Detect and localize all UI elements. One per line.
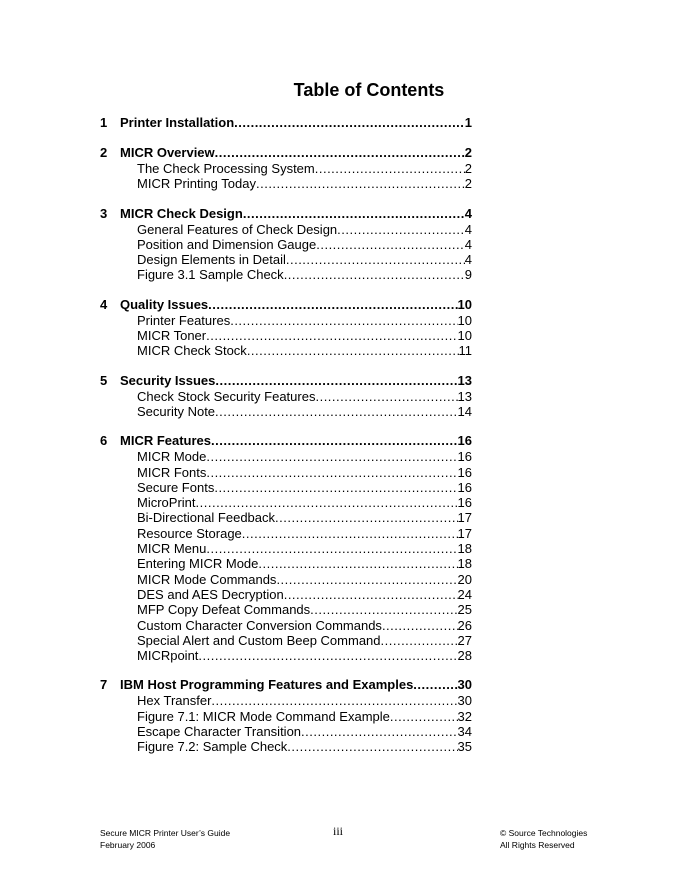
dot-leader	[337, 222, 465, 237]
section-page-number: 17	[457, 510, 472, 526]
chapter-page-number: 30	[457, 677, 472, 693]
section-title: Escape Character Transition	[137, 724, 302, 740]
toc-chapter	[100, 115, 472, 131]
dot-leader	[247, 343, 459, 358]
chapter-page-number: 16	[457, 433, 472, 449]
section-title: MICR Mode	[137, 449, 207, 465]
dot-leader	[316, 237, 465, 252]
section-title: Check Stock Security Features	[137, 388, 316, 404]
section-page-number: 13	[457, 388, 472, 404]
dot-leader	[206, 465, 457, 480]
toc-section-entry[interactable]	[100, 480, 472, 495]
toc-section-entry[interactable]	[100, 693, 472, 708]
dot-leader	[198, 648, 457, 663]
chapter-title: Quality Issues	[120, 296, 209, 312]
dot-leader	[230, 313, 457, 328]
toc-section-entry[interactable]	[100, 602, 472, 617]
dot-leader	[286, 252, 465, 267]
section-page-number: 4	[464, 221, 472, 237]
toc-section-entry[interactable]	[100, 618, 472, 633]
section-title: Resource Storage	[137, 525, 242, 541]
dot-leader	[196, 495, 458, 510]
section-page-number: 26	[457, 617, 472, 633]
dot-leader	[256, 176, 465, 191]
toc-section-entry[interactable]	[100, 267, 472, 282]
section-page-number: 10	[457, 328, 472, 344]
dot-leader	[284, 267, 465, 282]
section-page-number: 25	[457, 602, 472, 618]
chapter-number: 1	[100, 115, 108, 130]
section-title: Special Alert and Custom Beep Command	[137, 632, 381, 648]
footer-copyright: © Source Technologies	[500, 828, 588, 838]
toc-chapter-entry[interactable]	[100, 373, 472, 389]
toc-section-entry[interactable]	[100, 633, 472, 648]
toc-chapter-entry[interactable]	[100, 677, 472, 693]
toc-section-entry[interactable]	[100, 237, 472, 252]
section-title: The Check Processing System	[137, 161, 315, 176]
dot-leader	[206, 541, 457, 556]
toc-section-entry[interactable]	[100, 449, 472, 464]
section-title: MICR Printing Today	[137, 176, 256, 192]
section-title: Security Note	[137, 403, 216, 419]
toc-chapter	[100, 433, 472, 663]
chapter-title: IBM Host Programming Features and Examples	[120, 677, 414, 693]
dot-leader	[315, 161, 465, 176]
chapter-title: MICR Features	[120, 433, 212, 449]
toc-section-entry[interactable]	[100, 222, 472, 237]
section-page-number: 27	[457, 632, 472, 648]
section-page-number: 9	[464, 267, 472, 283]
page-title: Table of Contents	[293, 80, 445, 100]
dot-leader	[276, 572, 457, 587]
section-page-number: 20	[457, 571, 472, 587]
section-title: Position and Dimension Gauge	[137, 236, 317, 252]
section-page-number: 16	[457, 449, 472, 465]
dot-leader	[390, 709, 458, 724]
section-page-number: 17	[457, 525, 472, 541]
footer-rights: All Rights Reserved	[500, 840, 575, 850]
section-page-number: 30	[457, 693, 472, 709]
dot-leader	[215, 404, 457, 419]
footer-date: February 2006	[100, 840, 156, 850]
section-page-number: 16	[457, 464, 472, 480]
dot-leader	[301, 724, 458, 739]
chapter-page-number: 13	[457, 372, 472, 388]
dot-leader	[215, 373, 457, 389]
footer-document-title: Secure MICR Printer User’s Guide	[100, 828, 231, 838]
toc-section-entry[interactable]	[100, 465, 472, 480]
dot-leader	[211, 433, 458, 449]
dot-leader	[206, 449, 457, 464]
section-page-number: 16	[457, 479, 472, 495]
toc-section-entry[interactable]	[100, 572, 472, 587]
chapter-page-number: 1	[464, 115, 472, 130]
table-of-contents	[100, 115, 472, 769]
section-title: MICR Fonts	[137, 464, 207, 480]
toc-section-entry[interactable]	[100, 328, 472, 343]
dot-leader	[381, 633, 458, 648]
toc-section-entry[interactable]	[100, 176, 472, 191]
toc-section-entry[interactable]	[100, 389, 472, 404]
section-page-number: 2	[464, 176, 472, 192]
section-page-number: 32	[457, 708, 472, 724]
chapter-number: 7	[100, 677, 108, 693]
toc-chapter	[100, 206, 472, 283]
section-page-number: 11	[458, 343, 472, 359]
toc-section-entry[interactable]	[100, 648, 472, 663]
section-page-number: 18	[457, 541, 472, 557]
dot-leader	[243, 206, 465, 222]
toc-chapter	[100, 373, 472, 420]
section-page-number: 24	[457, 586, 472, 602]
footer-right	[500, 827, 587, 851]
toc-section-entry[interactable]	[100, 526, 472, 541]
page-number: iii	[333, 824, 344, 838]
dot-leader	[211, 693, 457, 708]
section-title: Printer Features	[137, 312, 231, 328]
section-title: Bi-Directional Feedback	[137, 510, 276, 526]
section-title: MFP Copy Defeat Commands	[137, 602, 311, 618]
footer-left	[100, 827, 230, 851]
section-page-number: 28	[457, 648, 472, 664]
toc-chapter	[100, 677, 472, 754]
chapter-page-number: 4	[464, 205, 472, 221]
toc-chapter-entry[interactable]	[100, 433, 472, 449]
chapter-page-number: 2	[464, 145, 472, 160]
section-title: Secure Fonts	[137, 479, 215, 495]
section-title: Figure 7.1: MICR Mode Command Example	[137, 708, 390, 724]
section-page-number: 10	[457, 312, 472, 328]
section-title: Custom Character Conversion Commands	[137, 617, 382, 633]
chapter-number: 6	[100, 433, 108, 449]
toc-section-entry[interactable]	[100, 541, 472, 556]
chapter-page-number: 10	[457, 296, 472, 312]
toc-section-entry[interactable]	[100, 495, 472, 510]
section-title: MICR Check Stock	[137, 343, 247, 359]
section-page-number: 34	[457, 724, 472, 740]
section-page-number: 35	[457, 739, 472, 755]
section-title: Entering MICR Mode	[137, 556, 259, 572]
toc-section-entry[interactable]	[100, 724, 472, 739]
section-page-number: 2	[464, 161, 472, 176]
chapter-number: 3	[100, 205, 108, 221]
toc-chapter-entry[interactable]	[100, 145, 472, 161]
dot-leader	[382, 618, 458, 633]
toc-section-entry[interactable]	[100, 404, 472, 419]
toc-chapter	[100, 145, 472, 192]
dot-leader	[206, 328, 457, 343]
dot-leader	[234, 115, 465, 131]
section-title: DES and AES Decryption	[137, 586, 284, 602]
dot-leader	[284, 587, 458, 602]
chapter-title: Printer Installation	[120, 115, 235, 130]
section-page-number: 4	[464, 252, 472, 268]
toc-section-entry[interactable]	[100, 556, 472, 571]
section-page-number: 18	[457, 556, 472, 572]
toc-section-entry[interactable]	[100, 343, 472, 358]
dot-leader	[310, 602, 457, 617]
toc-chapter	[100, 297, 472, 359]
toc-section-entry[interactable]	[100, 161, 472, 176]
chapter-title: Security Issues	[120, 372, 216, 388]
toc-section-entry[interactable]	[100, 510, 472, 525]
dot-leader	[258, 556, 457, 571]
section-page-number: 14	[457, 403, 472, 419]
section-title: Figure 3.1 Sample Check	[137, 267, 284, 283]
dot-leader	[208, 297, 457, 313]
toc-section-entry[interactable]	[100, 709, 472, 724]
toc-section-entry[interactable]	[100, 313, 472, 328]
chapter-title: MICR Overview	[120, 145, 215, 160]
section-title: MicroPrint	[137, 495, 196, 511]
section-title: MICR Toner	[137, 328, 207, 344]
dot-leader	[242, 526, 458, 541]
section-title: MICR Menu	[137, 541, 207, 557]
toc-chapter-entry[interactable]	[100, 206, 472, 222]
dot-leader	[215, 145, 465, 161]
chapter-title: MICR Check Design	[120, 205, 243, 221]
toc-chapter-entry[interactable]	[100, 115, 472, 131]
chapter-number: 2	[100, 145, 108, 160]
toc-chapter-entry[interactable]	[100, 297, 472, 313]
dot-leader	[315, 389, 457, 404]
chapter-number: 5	[100, 372, 108, 388]
dot-leader	[275, 510, 458, 525]
section-page-number: 16	[457, 495, 472, 511]
toc-section-entry[interactable]	[100, 252, 472, 267]
dot-leader	[287, 739, 457, 754]
section-page-number: 4	[464, 236, 472, 252]
toc-section-entry[interactable]	[100, 587, 472, 602]
section-title: General Features of Check Design	[137, 221, 338, 237]
section-title: Figure 7.2: Sample Check	[137, 739, 288, 755]
toc-section-entry[interactable]	[100, 739, 472, 754]
section-title: MICR Mode Commands	[137, 571, 277, 587]
section-title: Hex Transfer	[137, 693, 212, 709]
dot-leader	[214, 480, 457, 495]
section-title: MICRpoint	[137, 648, 199, 664]
section-title: Design Elements in Detail	[137, 252, 286, 268]
chapter-number: 4	[100, 296, 108, 312]
dot-leader	[413, 677, 457, 693]
